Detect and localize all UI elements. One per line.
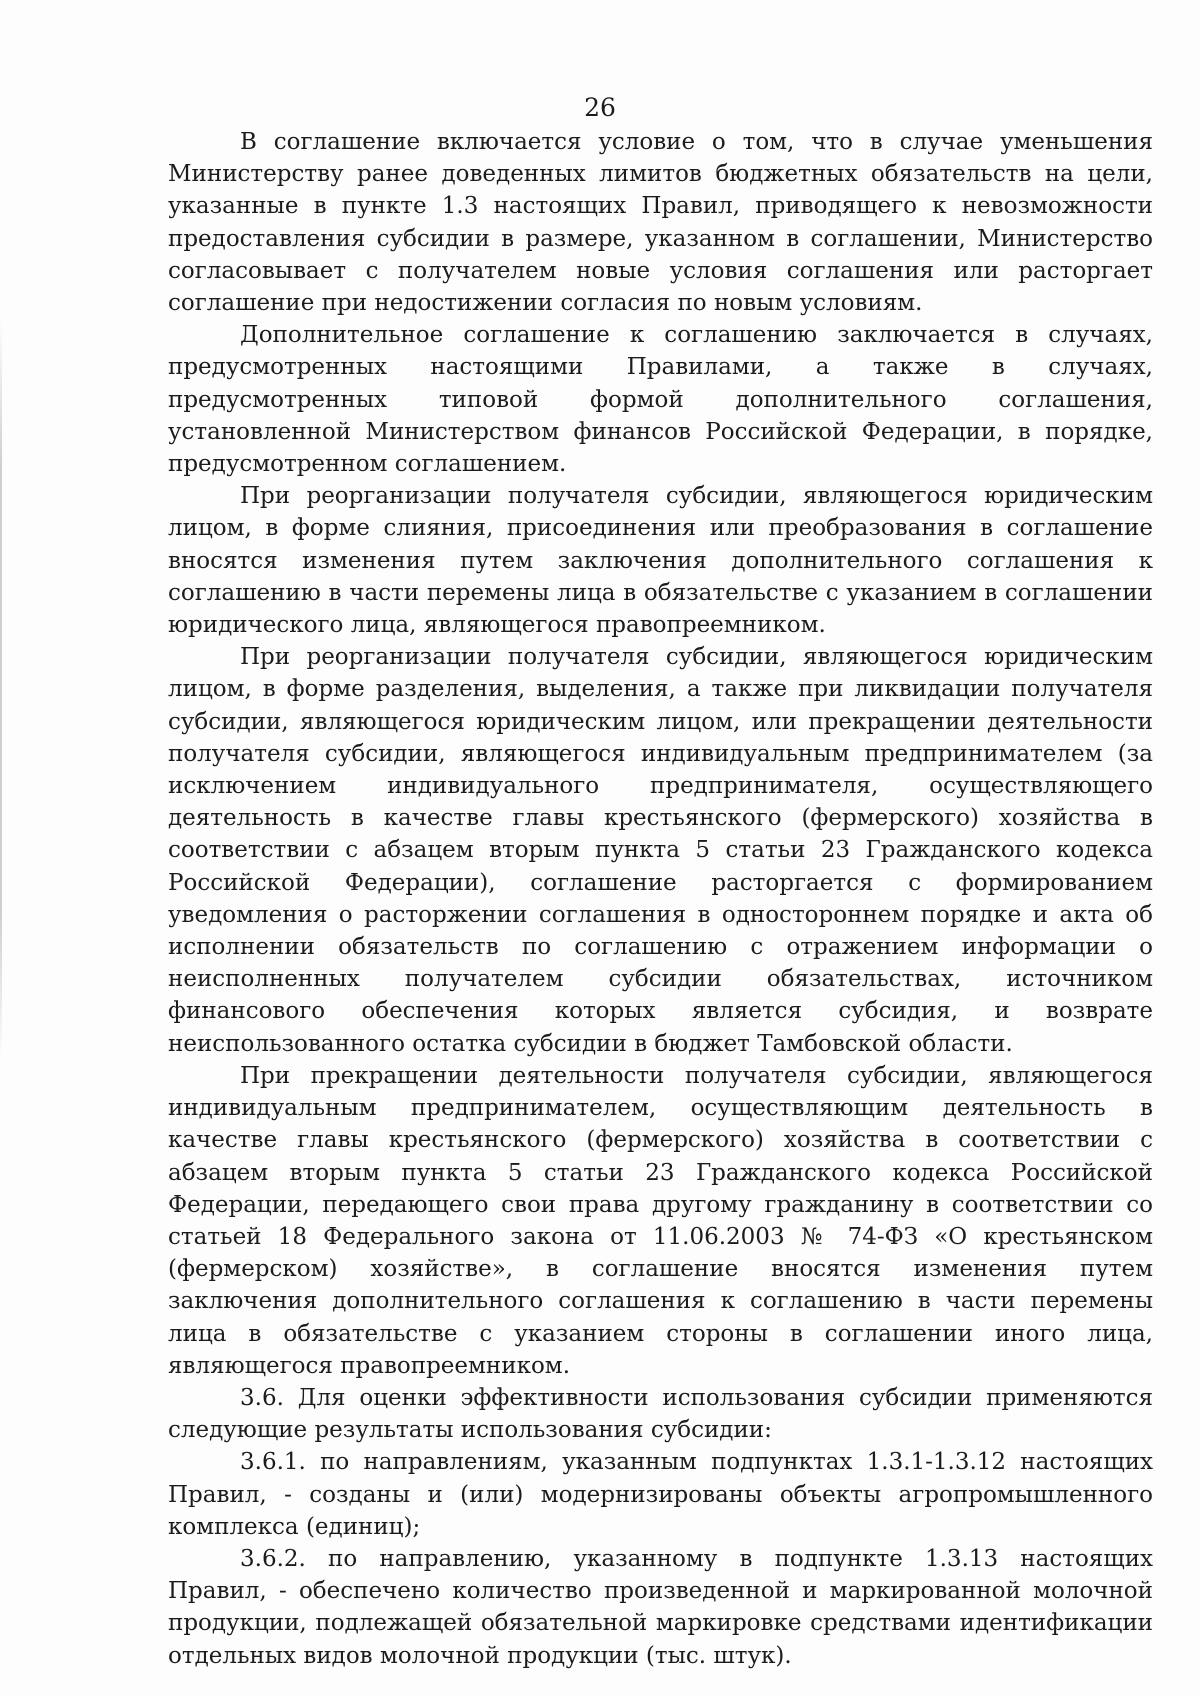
- paragraph-farm-termination: При прекращении деятельности получателя субсидии, являющегося индивидуальным предпринимателем, осуществляющим деятельность в качестве главы крестьянского (фермерского) хозяйства в соответствии с абзацем вторым пункта 5 статьи 23 Гражданского кодекса Российской Федерации, передающего свои права другому гражданину в соответствии со статьей 18 Федерального закона от 11.06.2003 № 74-ФЗ «О крестьянском (фермерском) хозяйстве», в соглашение вносятся изменения путем заключения дополнительного соглашения к соглашению в части перемены лица в обязательстве с указанием стороны в соглашении иного лица, являющегося правопреемником.: [168, 1062, 1153, 1379]
- page-number: 26: [584, 93, 616, 122]
- paragraph-section-3-6-2: 3.6.2. по направлению, указанному в подпункте 1.3.13 настоящих Правил, - обеспечено количество произведенной и маркированной молочной продукции, подлежащей обязательной маркировке средствами идентификации отдельных видов молочной продукции (тыс. штук).: [168, 1545, 1153, 1669]
- scan-edge-shadow: [0, 320, 2, 1060]
- paragraph-additional-agreement: Дополнительное соглашение к соглашению заключается в случаях, предусмотренных настоящими Правилами, а также в случаях, предусмотренных типовой формой дополнительного соглашения, установленной Министерством финансов Российской Федерации, в порядке, предусмотренном соглашением.: [168, 322, 1153, 478]
- paragraph-budget-limits: В соглашение включается условие о том, что в случае уменьшения Министерству ранее доведенных лимитов бюджетных обязательств на цели, указанные в пункте 1.3 настоящих Правил, приводящего к невозможности предоставления субсидии в размере, указанном в соглашении, Министерство согласовывает с получателем новые условия соглашения или расторгает соглашение при недостижении согласия по новым условиям.: [168, 129, 1153, 317]
- document-body: [168, 126, 1153, 1672]
- paragraph-reorganization-division: При реорганизации получателя субсидии, являющегося юридическим лицом, в форме разделения, выделения, а также при ликвидации получателя субсидии, являющегося юридическим лицом, или прекращении деятельности получателя субсидии, являющегося индивидуальным предпринимателем (за исключением индивидуального предпринимателя, осуществляющего деятельность в качестве главы крестьянского (фермерского) хозяйства в соответствии с абзацем вторым пункта 5 статьи 23 Гражданского кодекса Российской Федерации), соглашение расторгается с формированием уведомления о расторжении соглашения в одностороннем порядке и акта об исполнении обязательств по соглашению с отражением информации о неисполненных получателем субсидии обязательствах, источником финансового обеспечения которых является субсидия, и возврате неиспользованного остатка субсидии в бюджет Тамбовской области.: [168, 644, 1153, 1057]
- paragraph-reorganization-merger: При реорганизации получателя субсидии, являющегося юридическим лицом, в форме слияния, присоединения или преобразования в соглашение вносятся изменения путем заключения дополнительного соглашения к соглашению в части перемены лица в обязательстве с указанием в соглашении юридического лица, являющегося правопреемником.: [168, 483, 1153, 639]
- paragraph-section-3-6-1: 3.6.1. по направлениям, указанным подпунктах 1.3.1-1.3.12 настоящих Правил, - созданы и (или) модернизированы объекты агропромышленного комплекса (единиц);: [168, 1449, 1153, 1540]
- paragraph-section-3-6: 3.6. Для оценки эффективности использования субсидии применяются следующие результаты использования субсидии:: [168, 1384, 1153, 1444]
